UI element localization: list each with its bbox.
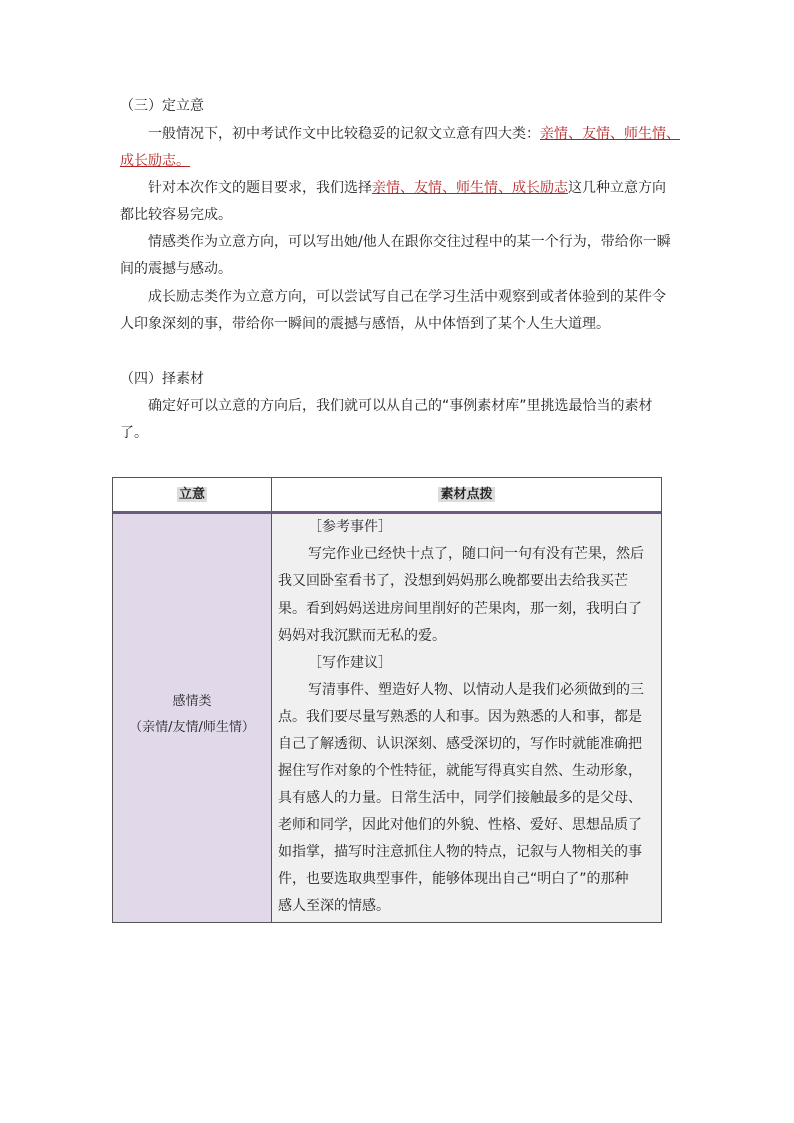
section-3-paragraph-2 <box>148 179 666 197</box>
table-header-row <box>113 478 661 514</box>
highlighted-themes: 亲情、友情、师生情、成长励志 <box>372 180 568 196</box>
material-line: 写清事件、塑造好人物、以情动人是我们必须做到的三 <box>308 682 644 698</box>
section-4-paragraph-1: 确定好可以立意的方向后，我们就可以从自己的“事例素材库”里挑选最恰当的素材 <box>148 398 653 414</box>
section-3-paragraph-4: 成长励志类作为立意方向，可以尝试写自己在学习生活中观察到或者体验到的某件令 <box>148 289 666 305</box>
highlighted-themes: 亲情、友情、师生情、 <box>540 126 680 142</box>
category-name: 感情类 <box>172 694 212 709</box>
material-line: 老师和同学，因此对他们的外貌、性格、爱好、思想品质了 <box>278 817 642 833</box>
header-cell-theme <box>113 478 272 511</box>
material-line: 自己了解透彻、认识深刻、感受深切的，写作时就能准确把 <box>278 736 642 752</box>
section-3-paragraph-3: 情感类作为立意方向，可以写出她/他人在跟你交往过程中的某一个行为，带给你一瞬 <box>148 234 671 250</box>
header-label: 素材点拨 <box>440 487 493 502</box>
material-line: 感人至深的情感。 <box>278 898 390 914</box>
paragraph-text: 针对本次作文的题目要求，我们选择 <box>148 180 372 196</box>
material-line: 果。看到妈妈送进房间里削好的芒果肉，那一刻，我明白了 <box>278 601 642 617</box>
material-line: 写完作业已经快十点了，随口问一句有没有芒果，然后 <box>308 546 644 562</box>
material-line: 具有感人的力量。日常生活中，同学们接触最多的是父母、 <box>278 790 642 806</box>
section-4-paragraph-1-cont: 了。 <box>120 425 148 441</box>
paragraph-text: 一般情况下，初中考试作文中比较稳妥的记叙文立意有四大类： <box>148 126 540 142</box>
section-label: ［写作建议］ <box>308 655 392 671</box>
paragraph-text: 这几种立意方向 <box>568 180 666 196</box>
section-3-paragraph-2-cont: 都比较容易完成。 <box>120 207 232 223</box>
material-line: 件，也要选取典型事件，能够体现出自己“明白了”的那种 <box>278 871 629 887</box>
highlighted-themes: 成长励志。 <box>120 153 190 169</box>
section-3-paragraph-4-cont: 人印象深刻的事，带给你一瞬间的震撼与感悟，从中体悟到了某个人生大道理。 <box>120 316 610 332</box>
material-line: 如指掌，描写时注意抓住人物的特点，记叙与人物相关的事 <box>278 844 642 860</box>
material-line: 握住写作对象的个性特征，就能写得真实自然、生动形象， <box>278 763 642 779</box>
category-subtitle: （亲情/友情/师生情） <box>129 720 255 735</box>
section-3-heading: （三）定立意 <box>120 98 204 114</box>
section-3-paragraph-1 <box>148 125 680 143</box>
theme-cell <box>113 514 272 922</box>
material-line: 点。我们要尽量写熟悉的人和事。因为熟悉的人和事，都是 <box>278 709 642 725</box>
material-line: 我又回卧室看书了，没想到妈妈那么晚都要出去给我买芒 <box>278 573 628 589</box>
section-4-heading: （四）择素材 <box>120 371 204 387</box>
material-cell <box>272 514 661 922</box>
section-label: ［参考事件］ <box>308 519 392 535</box>
section-3-paragraph-1-cont <box>120 152 190 170</box>
material-table <box>112 477 662 923</box>
header-label: 立意 <box>178 487 205 502</box>
material-line: 妈妈对我沉默而无私的爱。 <box>278 628 446 644</box>
section-3-paragraph-3-cont: 间的震撼与感动。 <box>120 261 232 277</box>
header-cell-material <box>272 478 661 511</box>
